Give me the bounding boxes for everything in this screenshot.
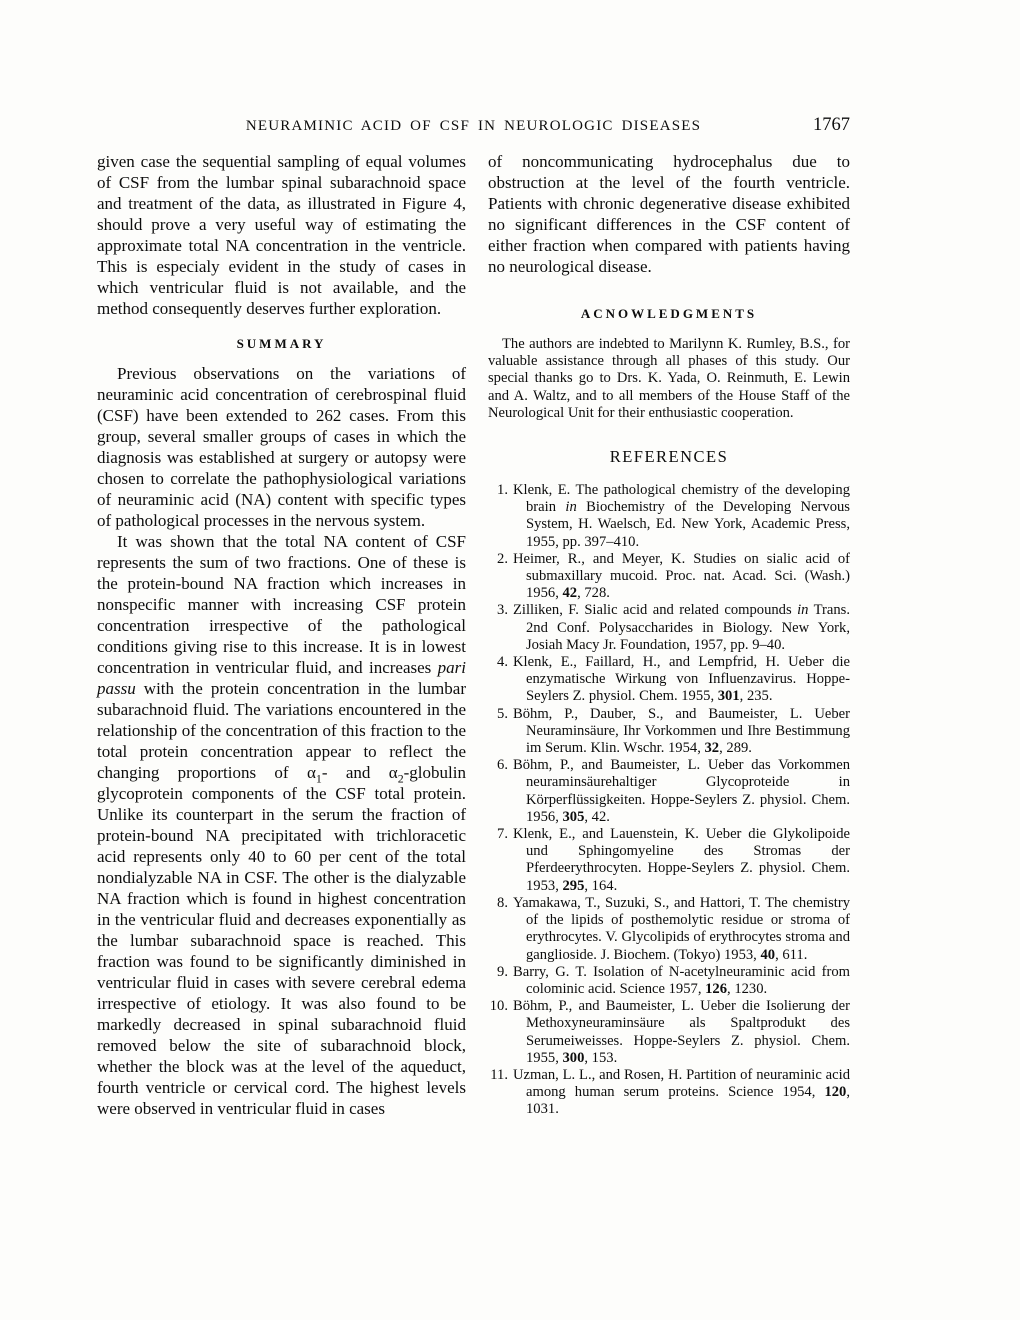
reference-item xyxy=(488,602,850,654)
reference-number: 10. xyxy=(489,998,508,1015)
reference-number: 5. xyxy=(497,705,508,722)
reference-item xyxy=(488,998,850,1067)
summary-paragraph: Previous observations on the variations of neuraminic acid concentration of cerebrospinal fluid (CSF) have been extended to 262 cases. From this group, several smaller groups of cases in which the diagnosis was established at surgery or autopsy were chosen to correlate the pathophysiological variations of neuraminic acid (NA) content with specific types of pathological processes in the nervous system. xyxy=(97,364,466,530)
references-list xyxy=(488,482,850,1119)
reference-text: Uzman, L. L., and Rosen, H. Partition of neuraminic acid among human serum proteins. Science 1954, 120, 1031. xyxy=(513,1066,850,1118)
reference-item xyxy=(488,1067,850,1119)
reference-item xyxy=(488,482,850,551)
running-head: NEURAMINIC ACID OF CSF IN NEUROLOGIC DISEASES xyxy=(245,118,702,134)
reference-number: 11. xyxy=(490,1066,508,1083)
summary-paragraph: It was shown that the total NA content of CSF represents the sum of two fractions. One of these is the protein-bound NA fraction which increases in nonspecific manner with increasing CSF protein concentration irrespective of the pathological conditions giving rise to this increase. It is in lowest concentration in ventricular fluid, and increases pari passu with the protein concentration in the lumbar subarachnoid fluid. The variations encountered in the relationship of the concentration of this fraction to the total protein concentration appear to reflect the changing proportions of $\alpha_1-$ and $\alpha_2$-globulin glycoprotein components of the CSF total protein. Unlike its counterpart in the serum the fraction of protein-bound NA precipitated with trichloracetic acid represents only 40 to 60 per cent of the total nondialyzable NA in CSF. The other is the dialyzable NA fraction which is found in highest concentration in the ventricular fluid and decreases exponentially as the lumbar subarachnoid space is reached. This fraction was found to be significantly diminished in ventricular fluid in cases with severe cerebral edema irrespective of etiology. It was also found to be markedly decreased in spinal subarachnoid fluid removed below the site of subarachnoid block, whether the block was at the level of the aqueduct, fourth ventricle or cervical cord. The highest levels were observed in ventricular fluid in cases xyxy=(97,532,466,1118)
reference-text: Klenk, E. The pathological chemistry of the developing brain in Biochemistry of the Developing Nervous System, H. Waelsch, Ed. New York, Academic Press, 1955, pp. 397–410. xyxy=(513,482,850,550)
reference-text: Böhm, P., and Baumeister, L. Ueber das Vorkommen neuraminsäurehaltiger Glycoproteide in Körperflüssigkeiten. Hoppe-Seylers Z. physiol. Chem. 1956, 305, 42. xyxy=(513,757,850,825)
reference-item xyxy=(488,895,850,964)
reference-text: Barry, G. T. Isolation of N-acetylneuraminic acid from colominic acid. Science 1957, 126, 1230. xyxy=(513,963,850,997)
reference-number: 4. xyxy=(497,654,508,671)
reference-item xyxy=(488,551,850,603)
reference-text: Yamakawa, T., Suzuki, S., and Hattori, T. The chemistry of the lipids of posthemolytic residue or stroma of erythrocytes. V. Glycolipids of erythrocytes stroma and ganglioside. J. Biochem. (Tokyo) 1953, 40, 611. xyxy=(513,894,850,963)
paragraph-continuation: of noncommunicating hydrocephalus due to obstruction at the level of the fourth ventricle. Patients with chronic degenerative disease exhibited no significant differences in the CSF content of either fraction when compared with patients having no neurological disease. xyxy=(488,152,850,276)
reference-item xyxy=(488,757,850,826)
reference-number: 1. xyxy=(497,482,508,499)
reference-item xyxy=(488,826,850,895)
reference-text: Klenk, E., and Lauenstein, K. Ueber die Glykolipoide und Sphingomyeline des Stromas der Pferdeerythrocyten. Hoppe-Seylers Z. physiol. Chem. 1953, 295, 164. xyxy=(513,826,850,894)
reference-item xyxy=(488,654,850,706)
reference-text: Zilliken, F. Sialic acid and related compounds in Trans. 2nd Conf. Polysaccharides in Biology. New York, Josiah Macy Jr. Foundation, 1957, pp. 9–40. xyxy=(513,602,851,653)
reference-text: Klenk, E., Faillard, H., and Lempfrid, H. Ueber die enzymatische Wirkung von Influenzavirus. Hoppe-Seylers Z. physiol. Chem. 1955, 301, 235. xyxy=(513,654,850,705)
reference-item xyxy=(488,706,850,758)
reference-number: 2. xyxy=(497,550,508,567)
reference-number: 8. xyxy=(497,894,508,911)
reference-number: 3. xyxy=(497,602,508,619)
reference-item xyxy=(488,964,850,998)
right-column xyxy=(488,151,850,1119)
reference-text: Böhm, P., Dauber, S., and Baumeister, L. Ueber Neuraminsäure, Ihr Vorkommen und Ihre Bestimmung im Serum. Klin. Wschr. 1954, 32, 289. xyxy=(513,705,850,757)
reference-number: 6. xyxy=(497,757,508,774)
references-heading: REFERENCES xyxy=(609,447,729,467)
reference-number: 7. xyxy=(497,826,508,843)
reference-number: 9. xyxy=(497,963,508,980)
paragraph-continuation: given case the sequential sampling of equal volumes of CSF from the lumbar spinal subarachnoid space and treatment of the data, as illustrated in Figure 4, should prove a very useful way of estimating the approximate total NA concentration in the ventricle. This is especialy evident in the study of cases in which ventricular fluid is not available, and the method consequently deserves further exploration. xyxy=(97,152,466,318)
summary-heading: SUMMARY xyxy=(236,336,327,351)
left-column xyxy=(97,151,466,1119)
acknowledgments-paragraph: The authors are indebted to Marilynn K. Rumley, B.S., for valuable assistance through all phases of this study. Our special thanks go to Drs. K. Yada, O. Reinmuth, E. Lewin and A. Waltz, and to all members of the House Staff of the Neurological Unit for their enthusiastic cooperation. xyxy=(488,336,850,421)
acknowledgments-heading: ACNOWLEDGMENTS xyxy=(580,306,758,321)
reference-text: Heimer, R., and Meyer, K. Studies on sialic acid of submaxillary mucoid. Proc. nat. Acad. Sci. (Wash.) 1956, 42, 728. xyxy=(513,550,850,602)
page-number: 1767 xyxy=(813,115,850,135)
reference-text: Böhm, P., and Baumeister, L. Ueber die Isolierung der Methoxyneuraminsäure als Spaltprodukt des Serumeiweisses. Hoppe-Seylers Z. physiol. Chem. 1955, 300, 153. xyxy=(513,998,850,1066)
